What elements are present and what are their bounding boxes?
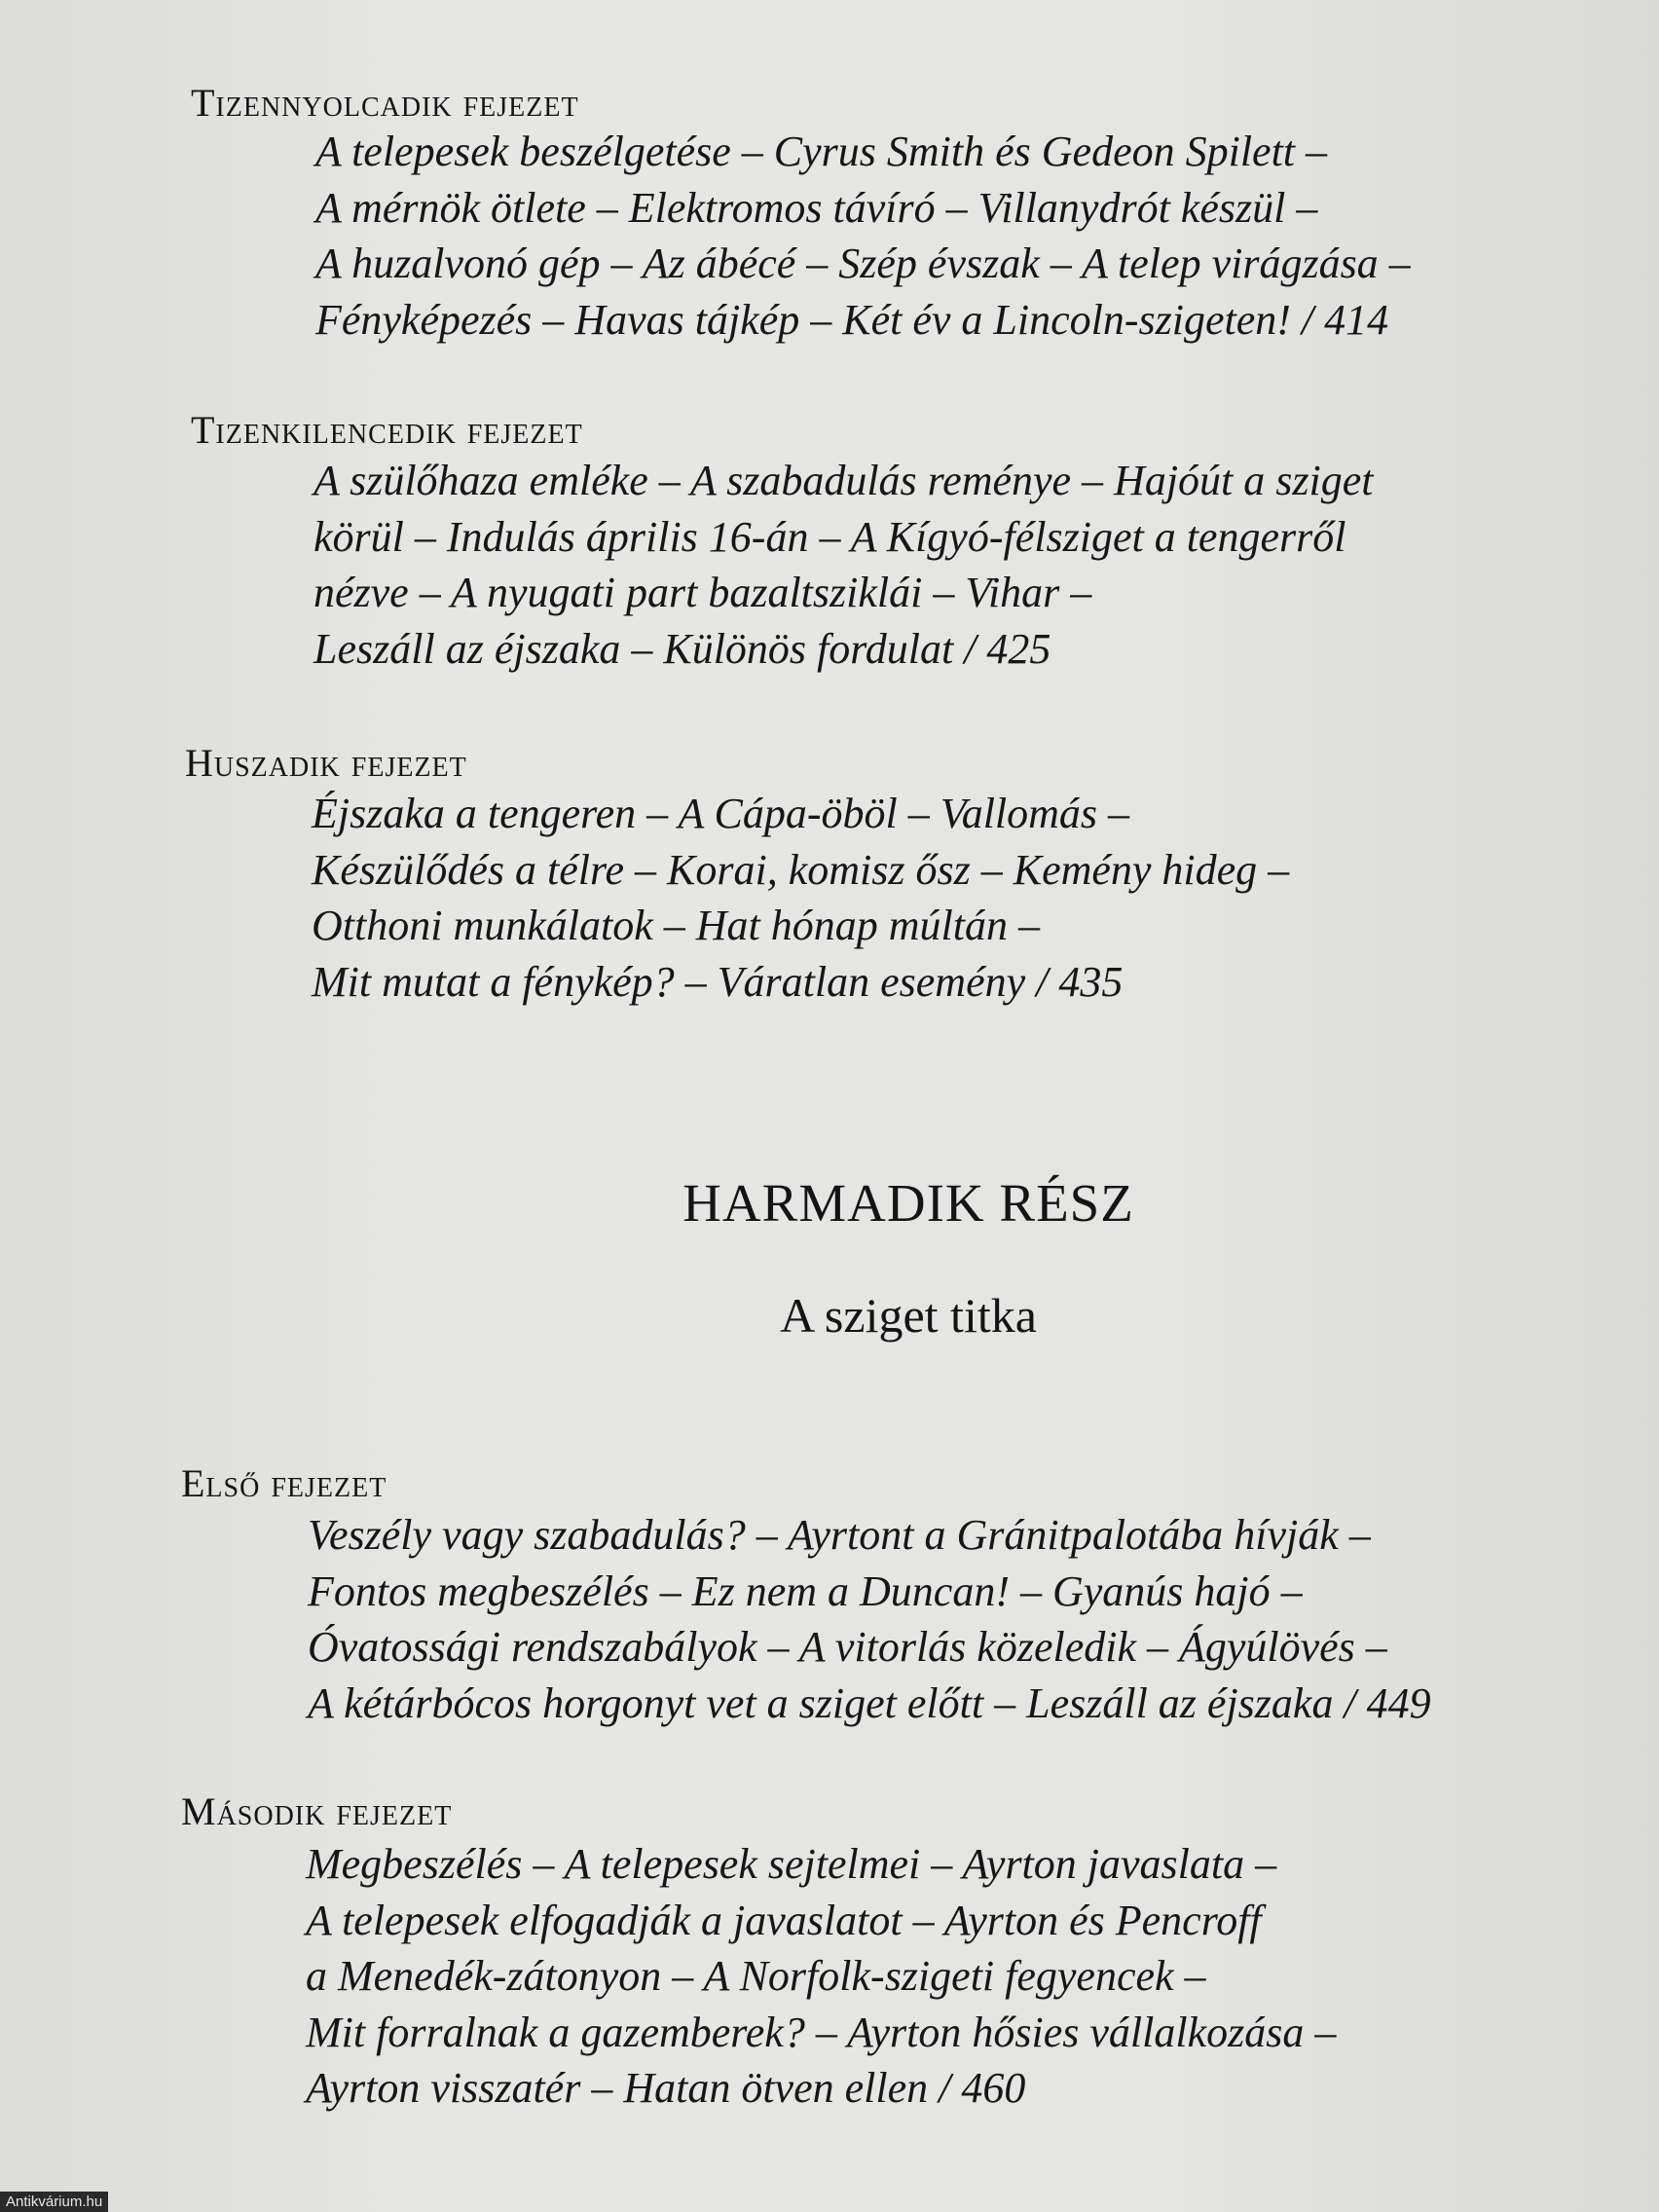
chapter-heading-part3-2: Második fejezet	[181, 1789, 453, 1833]
chapter-summary-20	[312, 786, 1289, 1010]
summary-line: Óvatossági rendszabályok – A vitorlás közeledik – Ágyúlövés –	[308, 1623, 1387, 1671]
summary-line: Mit mutat a fénykép? – Váratlan esemény / 435	[312, 957, 1124, 1006]
summary-line: A szülőhaza emléke – A szabadulás reménye – Hajóút a sziget	[313, 457, 1374, 504]
chapter-heading-part3-1: Első fejezet	[181, 1461, 387, 1505]
chapter-heading-19: Tizenkilencedik fejezet	[191, 408, 583, 452]
summary-line: a Menedék-zátonyon – A Norfolk-szigeti fegyencek –	[306, 1952, 1206, 2000]
chapter-summary-part3-1	[308, 1507, 1431, 1731]
chapter-summary-19	[313, 453, 1374, 677]
chapter-summary-18	[315, 124, 1411, 348]
summary-line: Mit forralnak a gazemberek? – Ayrton hősies vállalkozása –	[306, 2008, 1337, 2056]
summary-line: körül – Indulás április 16-án – A Kígyó-félsziget a tengerről	[313, 512, 1346, 561]
summary-line: A kétárbócos horgonyt vet a sziget előtt – Leszáll az éjszaka / 449	[308, 1678, 1431, 1727]
chapter-heading-18: Tizennyolcadik fejezet	[191, 81, 579, 125]
summary-line: A telepesek elfogadják a javaslatot – Ayrton és Pencroff	[306, 1896, 1262, 1944]
summary-line: Veszély vagy szabadulás? – Ayrtont a Gránitpalotába hívják –	[308, 1511, 1371, 1559]
part-title: HARMADIK RÉSZ	[682, 1173, 1134, 1233]
summary-line: Otthoni munkálatok – Hat hónap múltán –	[312, 902, 1040, 949]
summary-line: Éjszaka a tengeren – A Cápa-öböl – Vallomás –	[312, 790, 1130, 837]
chapter-summary-part3-2	[306, 1836, 1336, 2117]
watermark: Antikvárium.hu	[0, 2192, 108, 2212]
summary-line: Fontos megbeszélés – Ez nem a Duncan! – Gyanús hajó –	[308, 1567, 1303, 1615]
summary-line: A huzalvonó gép – Az ábécé – Szép évszak – A telep virágzása –	[315, 240, 1411, 287]
part-subtitle: A sziget titka	[780, 1288, 1037, 1343]
summary-line: A telepesek beszélgetése – Cyrus Smith és Gedeon Spilett –	[315, 128, 1328, 175]
summary-line: Készülődés a télre – Korai, komisz ősz – Kemény hideg –	[312, 845, 1290, 894]
chapter-heading-20: Huszadik fejezet	[185, 741, 467, 785]
summary-line: nézve – A nyugati part bazaltsziklái – Vihar –	[313, 569, 1092, 616]
summary-line: Leszáll az éjszaka – Különös fordulat / 425	[313, 624, 1051, 673]
summary-line: Ayrton visszatér – Hatan ötven ellen / 460	[306, 2064, 1026, 2112]
summary-line: A mérnök ötlete – Elektromos távíró – Villanydrót készül –	[315, 183, 1318, 232]
summary-line: Megbeszélés – A telepesek sejtelmei – Ayrton javaslata –	[306, 1840, 1277, 1888]
summary-line: Fényképezés – Havas tájkép – Két év a Lincoln-szigeten! / 414	[315, 295, 1389, 344]
